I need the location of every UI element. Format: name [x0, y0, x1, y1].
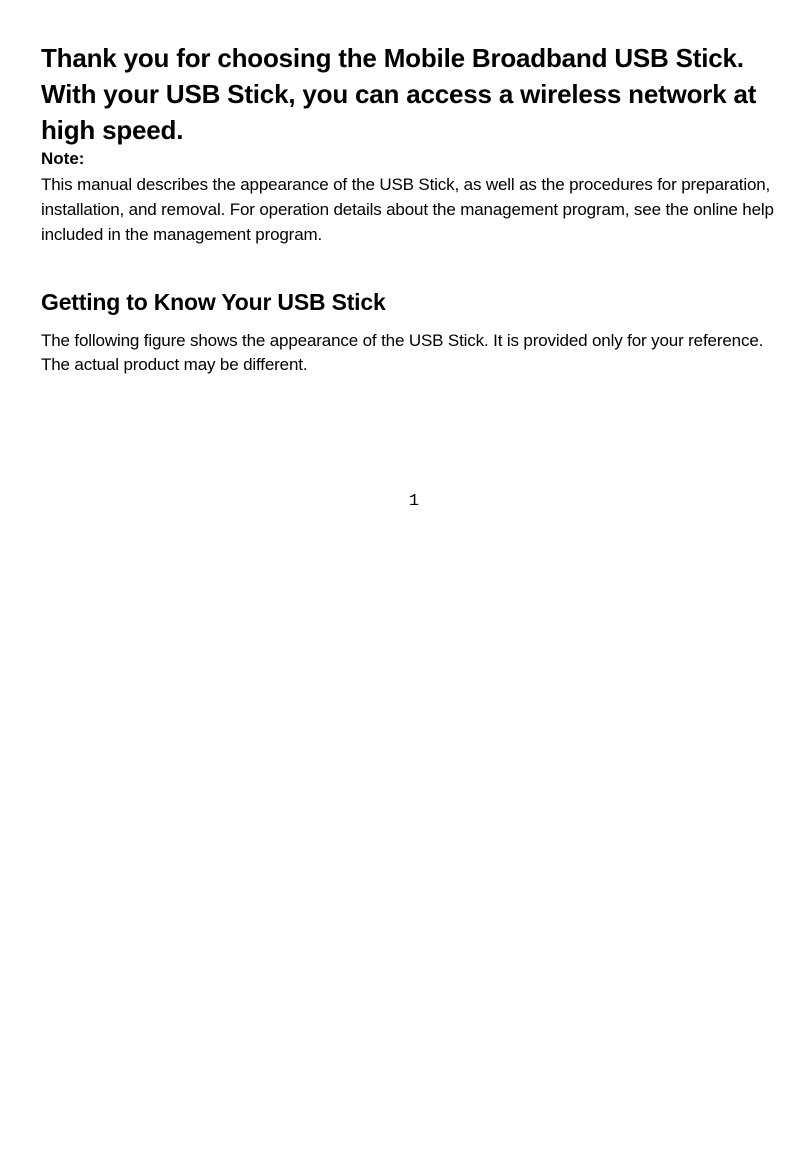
note-label: Note:: [41, 149, 85, 168]
intro-heading: Thank you for choosing the Mobile Broadband USB Stick. With your USB Stick, you can access a wireless network at high speed.: [41, 43, 757, 145]
section-text: The following figure shows the appearance of the USB Stick. It is provided only for your reference. The actual product may be different.: [41, 331, 764, 374]
section-heading: Getting to Know Your USB Stick: [41, 289, 386, 315]
document-page: [41, 40, 776, 377]
note-text: This manual describes the appearance of the USB Stick, as well as the procedures for preparation, installation, and removal. For operation details about the management program, see the online help included in the management program.: [41, 175, 774, 244]
page-number: 1: [408, 492, 420, 511]
